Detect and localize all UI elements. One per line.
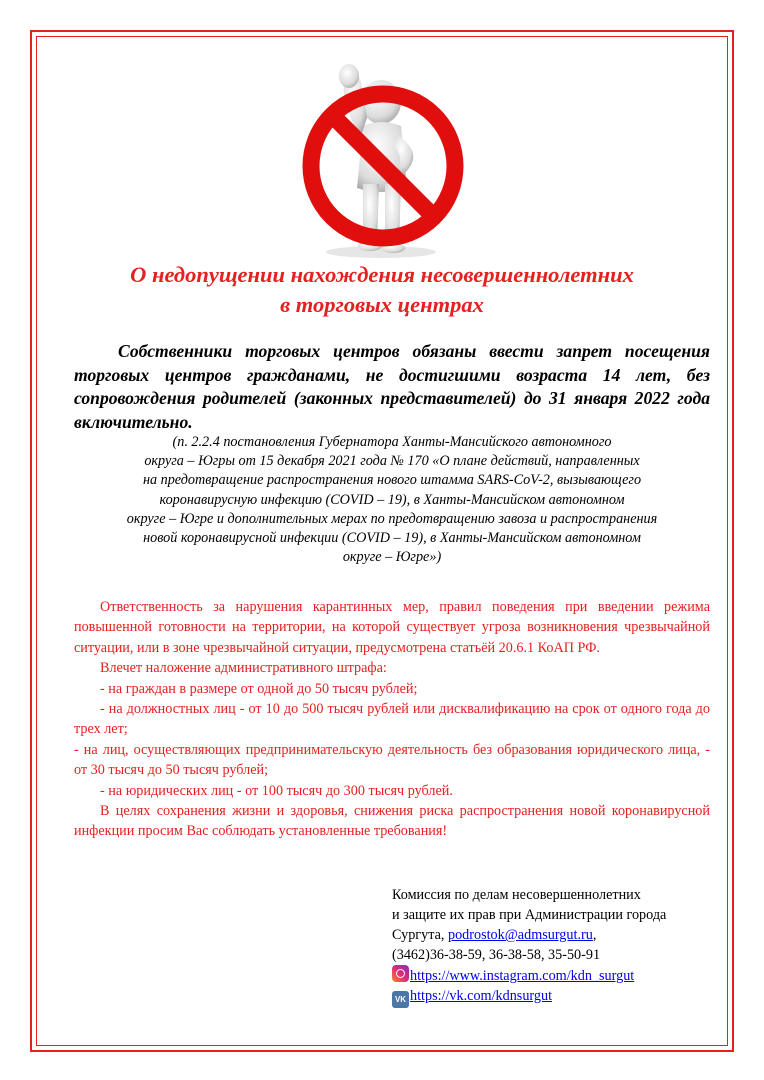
contacts-line-1: Комиссия по делам несовершеннолетних — [392, 887, 641, 903]
vk-line — [392, 986, 712, 1008]
title-line-1: О недопущении нахождения несовершеннолетних — [130, 262, 634, 287]
reference-line: новой коронавирусной инфекции (COVID – 19), в Ханты-Мансийском автономном — [143, 530, 641, 547]
reference-line: округе – Югре») — [342, 549, 442, 566]
lead-paragraph — [74, 340, 710, 434]
reference-line: на предотвращение распространения нового штамма SARS-CoV-2, вызывающего — [142, 472, 642, 489]
fine-item: - на должностных лиц - от 10 до 500 тысяч рублей или дисквалификацию на срок от одного года до трех лет; — [74, 701, 710, 738]
legal-reference — [74, 433, 710, 567]
prohibition-illustration — [293, 60, 473, 260]
responsibility-section — [74, 597, 710, 842]
fine-item: - на юридических лиц - от 100 тысяч до 300 тысяч рублей. — [100, 782, 453, 799]
instagram-line — [392, 965, 712, 986]
fine-intro: Влечет наложение административного штрафа: — [100, 660, 387, 677]
vk-icon[interactable]: VK — [392, 991, 409, 1008]
lead-text: Собственники торговых центров обязаны ввести запрет посещения торговых центров гражданами, не достигшими возраста 14 лет, без сопровождения родителей (законных представителей) до 31 января 2022 года включительно. — [74, 341, 710, 432]
instagram-icon[interactable] — [392, 965, 409, 982]
instagram-link[interactable]: https://www.instagram.com/kdn_surgut — [410, 968, 635, 984]
reference-line: (п. 2.2.4 постановления Губернатора Ханты-Мансийского автономного — [172, 434, 612, 450]
contacts-line-2: и защите их прав при Администрации города — [392, 907, 667, 923]
document-title — [60, 260, 704, 320]
email-link[interactable]: podrostok@admsurgut.ru — [447, 927, 593, 943]
contacts-comma: , — [592, 927, 597, 943]
fine-item: - на лиц, осуществляющих предпринимательскую деятельность без образования юридического лица, - от 30 тысяч до 50 тысяч рублей; — [74, 741, 710, 779]
responsibility-paragraph: Ответственность за нарушения карантинных мер, правил поведения при введении режима повышенной готовности на территории, на которой существует угроза возникновения чрезвычайной ситуации, или в зоне чрезвычайной ситуации, предусмотрена статьёй 20.6.1 КоАП РФ. — [74, 599, 710, 656]
contacts-city: Сургута, — [392, 927, 448, 943]
contacts-email-line — [392, 925, 712, 945]
vk-link[interactable]: https://vk.com/kdnsurgut — [410, 988, 553, 1004]
reference-line: округе – Югре и дополнительных мерах по предотвращению завоза и распространения — [126, 510, 658, 527]
contacts-phones: (3462)36-38-59, 36-38-58, 35-50-91 — [392, 947, 601, 963]
appeal-paragraph: В целях сохранения жизни и здоровья, снижения риска распространения новой коронавирусной инфекции просим Вас соблюдать установленные требования! — [74, 803, 710, 840]
title-line-2: в торговых центрах — [280, 292, 484, 317]
fine-item: - на граждан в размере от одной до 50 тысяч рублей; — [100, 680, 418, 697]
contacts-block — [392, 885, 712, 1008]
reference-line: округа – Югры от 15 декабря 2021 года № 170 «О плане действий, направленных — [144, 453, 640, 470]
reference-line: коронавирусную инфекцию (COVID – 19), в Ханты-Мансийском автономном — [159, 491, 625, 508]
